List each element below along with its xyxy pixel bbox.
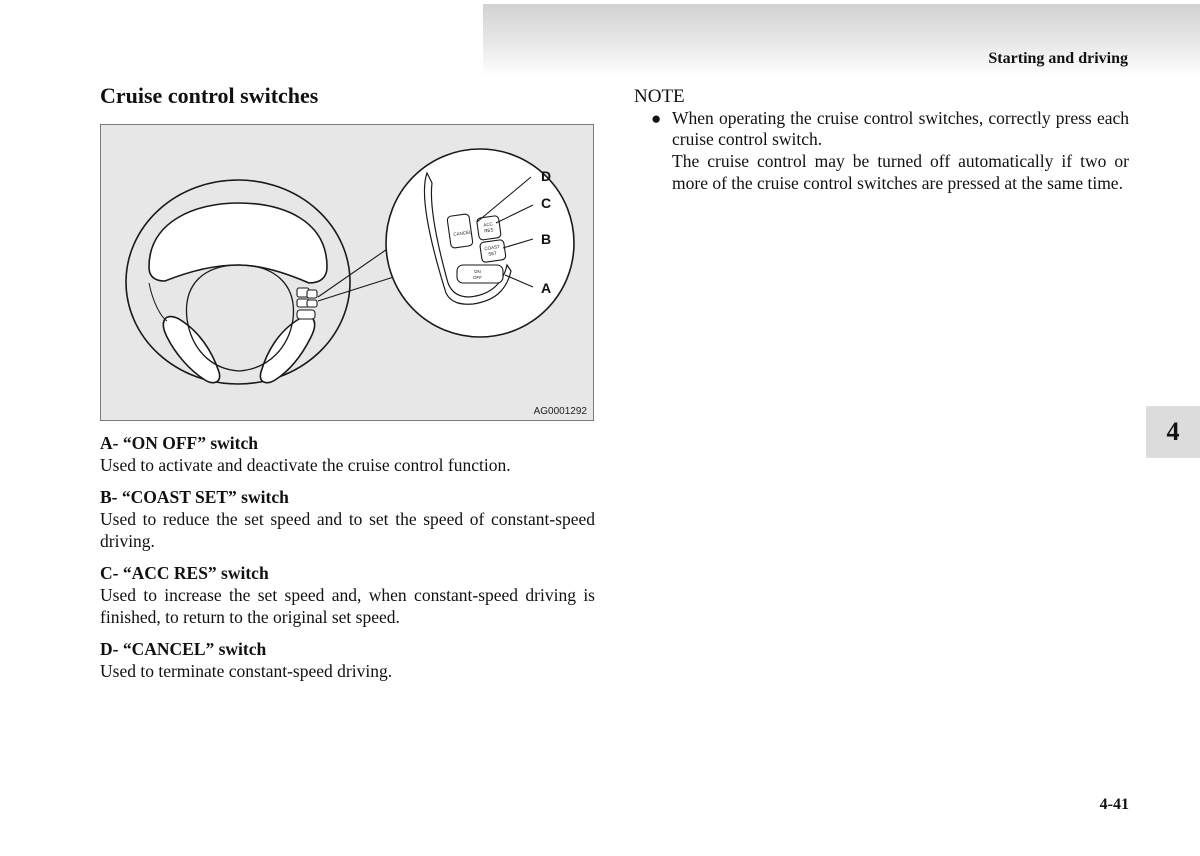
item-text: Used to activate and deactivate the cruise control function. [100, 455, 511, 475]
callout-b: B [541, 231, 552, 247]
cancel-legend: CANCEL [453, 229, 472, 237]
item-text: Used to reduce the set speed and to set the speed of constant-speed driving. [100, 509, 595, 551]
item-heading: A- “ON OFF” switch [100, 433, 258, 453]
figure-code: AG0001292 [533, 406, 587, 417]
note-paragraph: The cruise control may be turned off automatically if two or more of the cruise control switches are pressed at the same time. [672, 151, 1129, 193]
acc-legend: ACC [483, 221, 494, 228]
callout-a: A [541, 280, 552, 296]
note-heading: NOTE [634, 86, 685, 107]
steering-wheel-illustration [101, 125, 595, 422]
callout-c: C [541, 195, 552, 211]
callout-d: D [541, 168, 552, 184]
on-legend: ON [474, 269, 481, 274]
item-on-off [100, 432, 595, 476]
item-heading: B- “COAST SET” switch [100, 487, 289, 507]
item-heading: D- “CANCEL” switch [100, 639, 267, 659]
page-number: 4-41 [1099, 796, 1129, 813]
note-paragraph: When operating the cruise control switches, correctly press each cruise control switch. [672, 107, 1129, 150]
running-header: Starting and driving [988, 50, 1128, 67]
item-text: Used to increase the set speed and, when constant-speed driving is finished, to return to the original set speed. [100, 585, 595, 627]
section-title: Cruise control switches [100, 83, 319, 108]
off-legend: OFF [473, 275, 482, 280]
item-coast-set [100, 486, 595, 552]
note-box [634, 86, 1129, 195]
item-heading: C- “ACC RES” switch [100, 563, 269, 583]
item-acc-res [100, 562, 595, 628]
note-bullet-item [634, 108, 1129, 195]
set-legend: SET [487, 250, 498, 257]
bullet-icon: ● [651, 108, 662, 128]
switch-descriptions [100, 432, 595, 692]
item-cancel [100, 638, 595, 682]
chapter-number: 4 [1166, 417, 1180, 446]
coast-legend: COAST [484, 244, 501, 252]
steering-wheel-figure [100, 124, 594, 421]
res-legend: RES [483, 227, 494, 234]
item-text: Used to terminate constant-speed driving. [100, 661, 393, 681]
chapter-tab [1146, 406, 1200, 458]
